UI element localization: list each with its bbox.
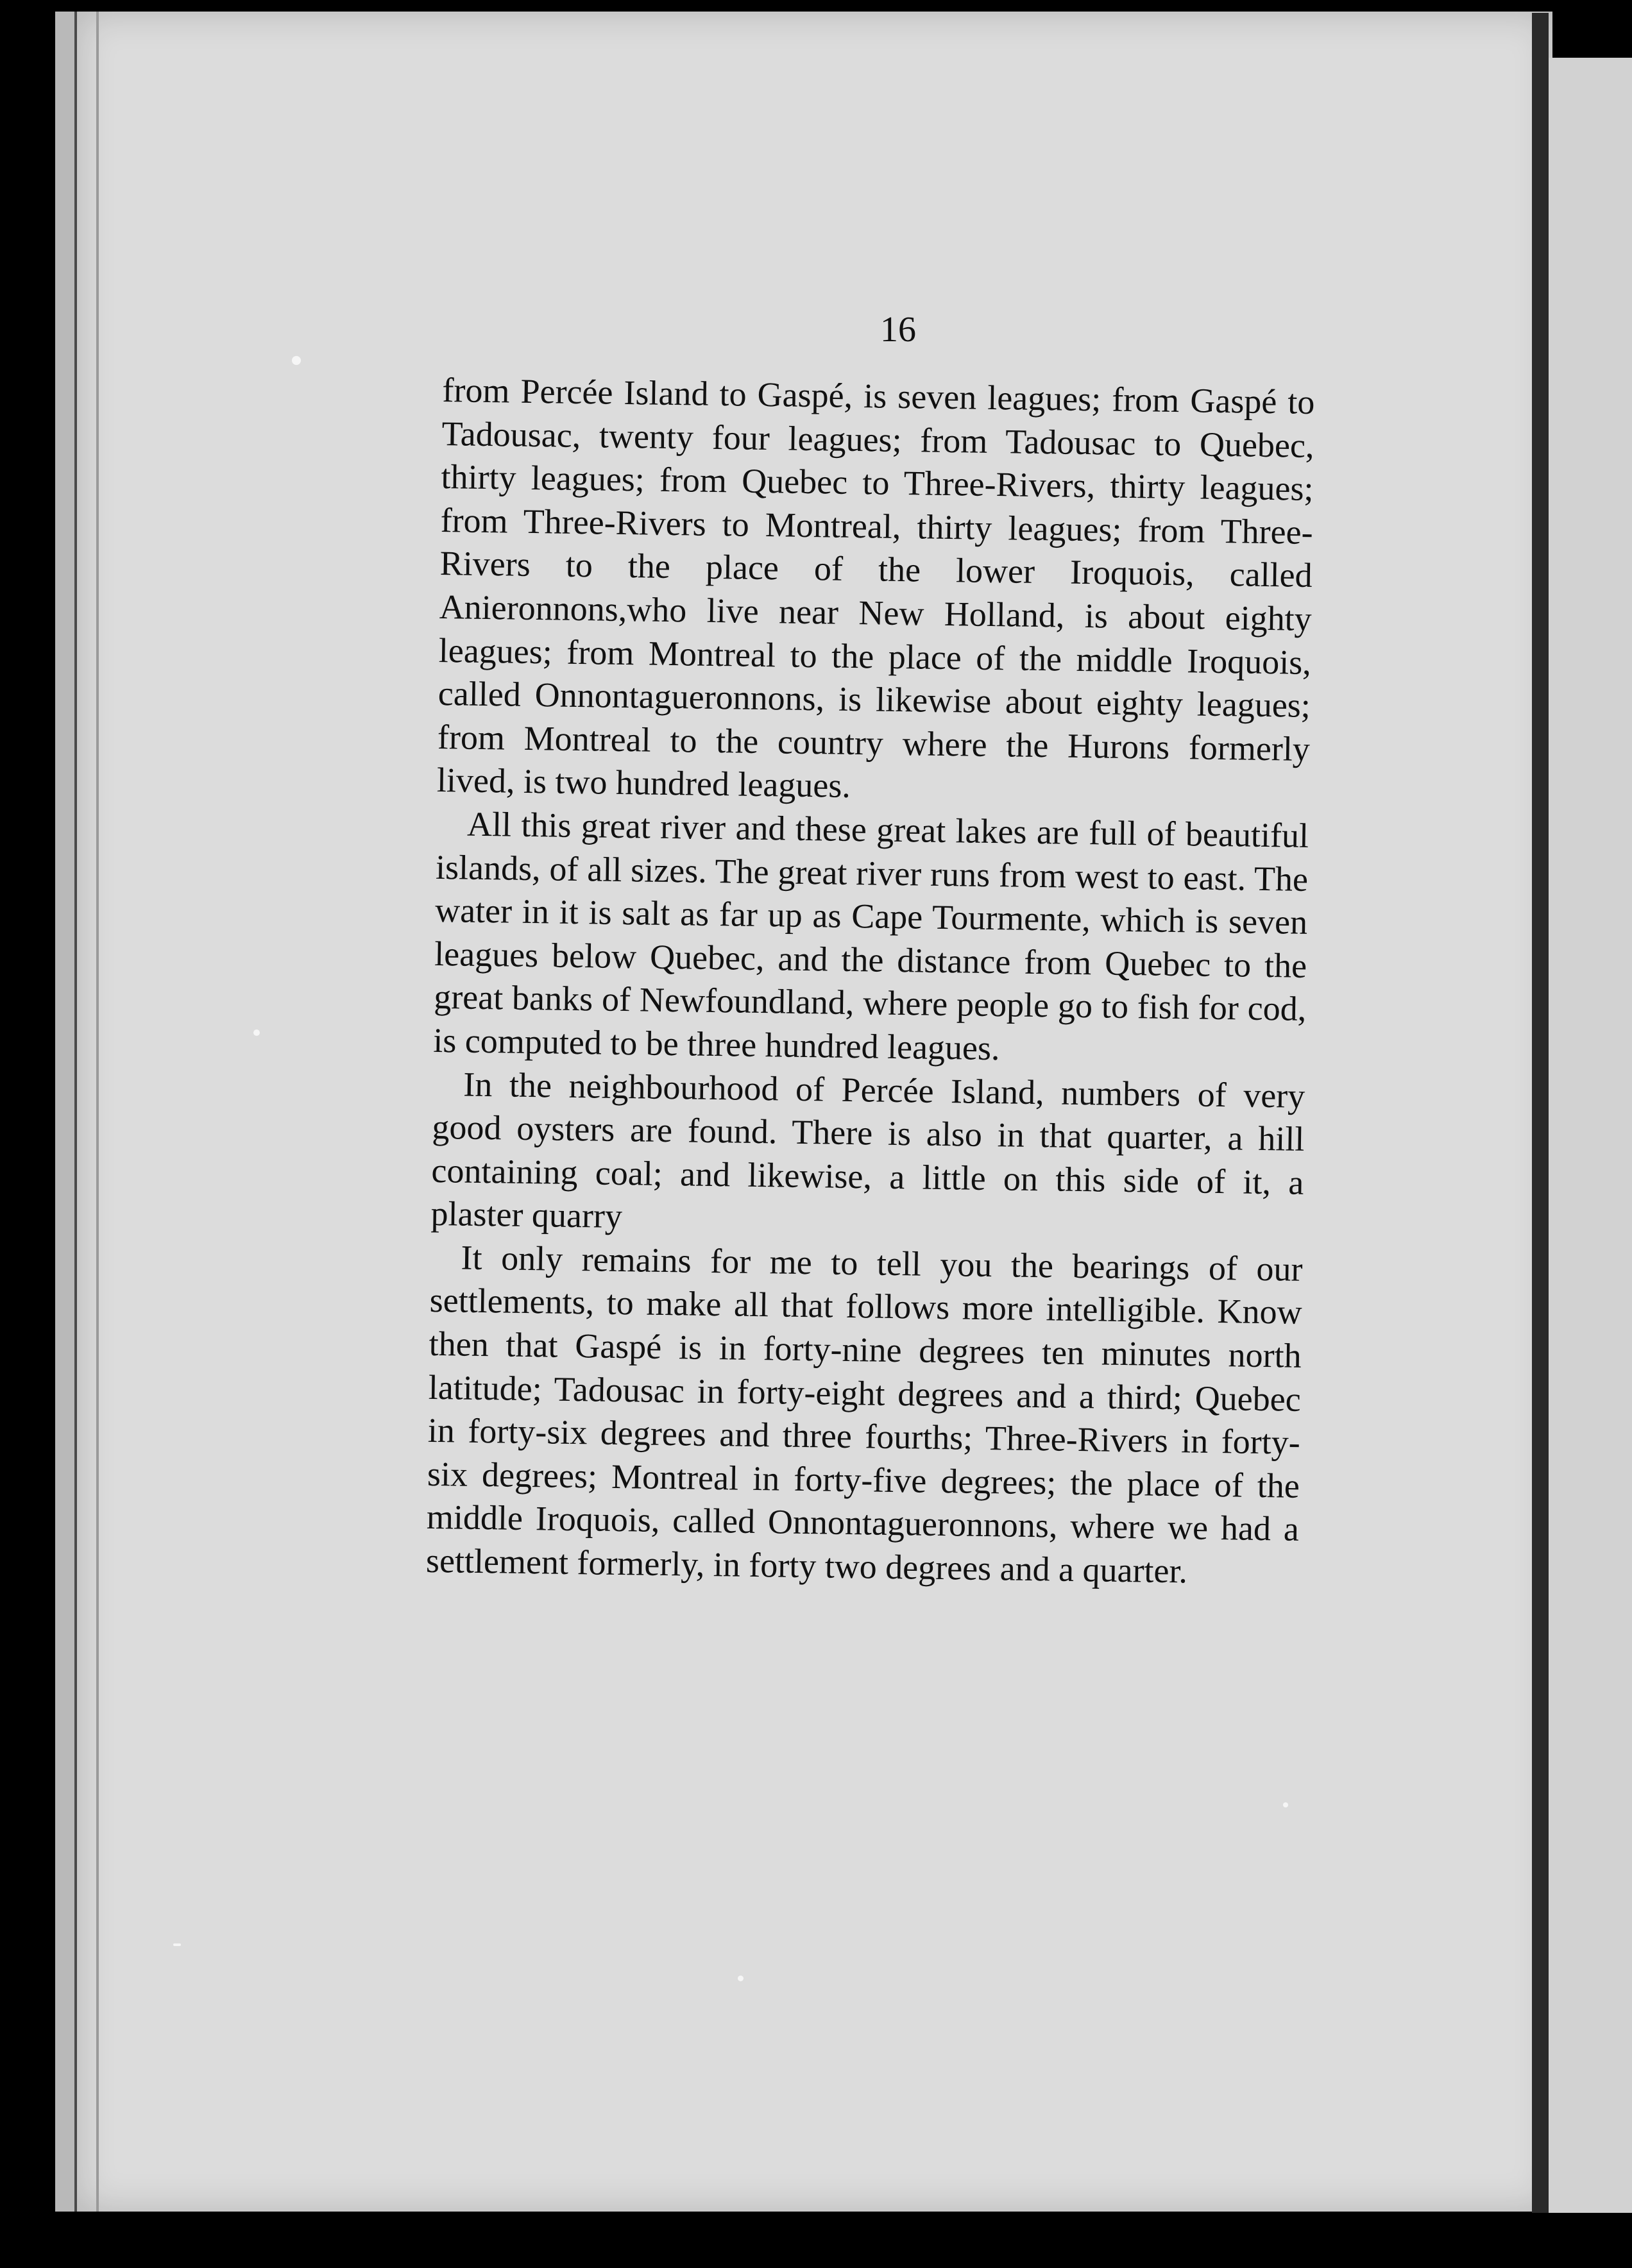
- facing-page-edge: [1549, 58, 1632, 2213]
- page-number: 16: [880, 310, 916, 350]
- body-text: [426, 369, 1315, 1595]
- dust-speck: [253, 1029, 260, 1036]
- page-edge-line: [96, 12, 99, 2212]
- paragraph: from Percée Island to Gaspé, is seven leagues; from Gaspé to Tadousac, twenty four leagues; from Tadousac to Quebec, thirty leagues; from Quebec to Three-Rivers, thirty leagues; from Three-Rivers to Montreal, thirty leagues; from Three-Rivers to the place of the lower Iroquois, called Anieronnons,who live near New Holland, is about eighty leagues; from Montreal to the place of the middle Iroquois, called Onnontagueronnons, is likewise about eighty leagues; from Montreal to the country where the Hurons formerly lived, is two hundred leagues.: [436, 370, 1315, 806]
- left-binding-edge: [55, 12, 80, 2212]
- paragraph: It only remains for me to tell you the bearings of our settlements, to make all that follows more intelligible. Know then that Gaspé is in forty-nine degrees ten minutes north latitude; Tadousac in forty-eight degrees and a third; Quebec in forty-six degrees and three fourths; Three-Rivers in forty-six degrees; Montreal in forty-five degrees; the place of the middle Iroquois, called Onnontagueronnons, where we had a settlement formerly, in forty two degrees and a quarter.: [425, 1238, 1303, 1591]
- dust-speck: [173, 1943, 181, 1946]
- dust-speck: [738, 1976, 744, 1981]
- paragraph: All this great river and these great lakes are full of beautiful islands, of all sizes. The great river runs from west to east. The water in it is salt as far up as Cape Tourmente, which is seven leagues below Quebec, and the distance from Quebec to the great banks of Newfoundland, where people go to fish for cod, is computed to be three hundred leagues.: [432, 804, 1309, 1068]
- dust-speck: [1283, 1802, 1288, 1807]
- right-spine-shadow: [1532, 13, 1549, 2213]
- dust-speck: [292, 356, 301, 365]
- paragraph: In the neighbourhood of Percée Island, numbers of very good oysters are found. There is also in that quarter, a hill containing coal; and likewise, a little on this side of it, a plaster quarry: [430, 1065, 1305, 1236]
